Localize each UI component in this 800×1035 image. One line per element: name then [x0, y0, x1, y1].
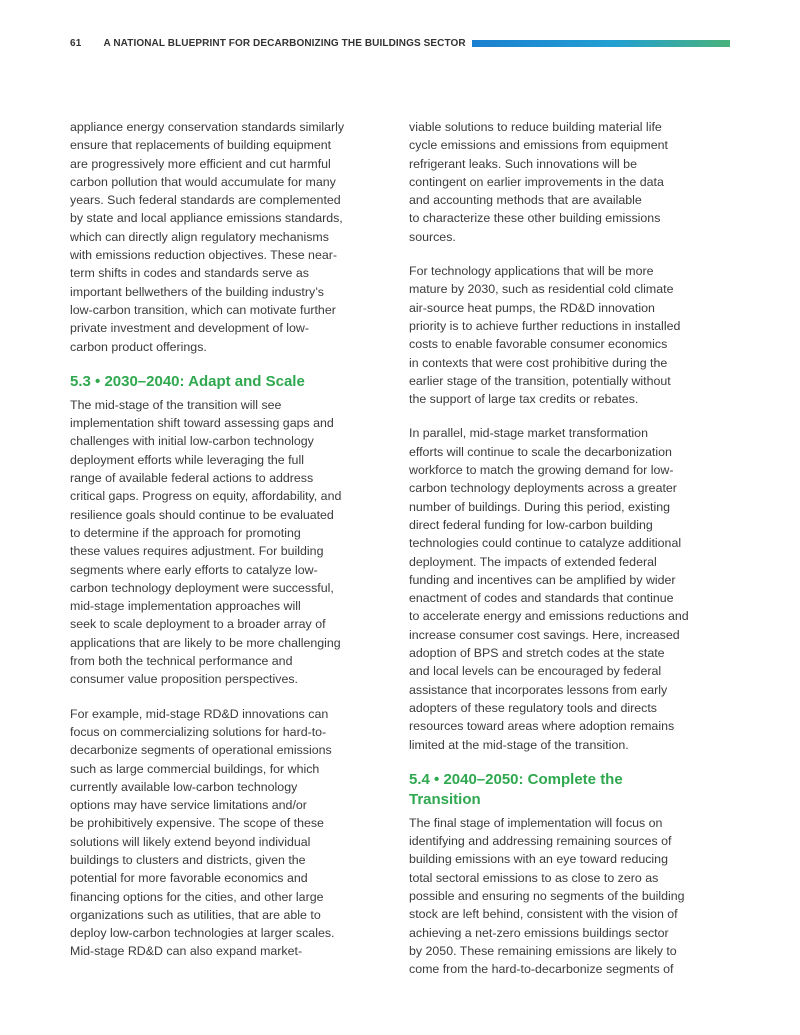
section-heading-5-3: [70, 372, 392, 392]
text-line: currently available low-carbon technology: [70, 779, 298, 794]
text-line: challenges with initial low-carbon technology: [70, 434, 314, 449]
text-line: financing options for the cities, and other large: [70, 889, 324, 904]
text-line: sources.: [409, 229, 456, 244]
paragraph-viable-solutions: [409, 118, 731, 246]
text-line: funding and incentives can be amplified by wider: [409, 572, 676, 587]
paragraph-technology-applications: [409, 262, 731, 408]
text-line: refrigerant leaks. Such innovations will be: [409, 156, 637, 171]
text-line: potential for more favorable economics and: [70, 871, 308, 886]
text-line: Transition: [409, 790, 481, 808]
text-line: priority is to achieve further reductions in installed: [409, 318, 681, 333]
text-line: with emissions reduction objectives. These near-: [70, 248, 337, 263]
text-line: from both the technical performance and: [70, 654, 293, 669]
text-line: which can directly align regulatory mechanisms: [70, 229, 329, 244]
text-line: appliance energy conservation standards similarly: [70, 120, 345, 134]
text-line: possible and ensuring no segments of the building: [409, 888, 685, 903]
text-line: mature by 2030, such as residential cold climate: [409, 282, 674, 297]
text-line: carbon technology deployments across a greater: [409, 481, 677, 496]
text-line: low-carbon transition, which can motivate further: [70, 302, 336, 317]
text-line: In parallel, mid-stage market transformation: [409, 426, 648, 441]
text-line: resilience goals should continue to be evaluated: [70, 507, 334, 522]
text-line: technologies could continue to catalyze additional: [409, 536, 682, 551]
text-line: contingent on earlier improvements in the data: [409, 174, 664, 189]
text-line: carbon pollution that would accumulate for many: [70, 174, 336, 189]
text-line: to determine if the approach for promoting: [70, 525, 301, 540]
text-line: mid-stage implementation approaches will: [70, 599, 301, 614]
text-line: direct federal funding for low-carbon building: [409, 517, 653, 532]
text-line: earlier stage of the transition, potentially without: [409, 373, 671, 388]
text-line: options may have service limitations and/or: [70, 798, 307, 813]
text-line: adoption of BPS and stretch codes at the state: [409, 646, 665, 661]
text-line: building emissions with an eye toward reducing: [409, 852, 668, 867]
page-number: 61: [70, 37, 82, 49]
text-line: are progressively more efficient and cut harmful: [70, 156, 331, 171]
text-line: the support of large tax credits or rebates.: [409, 392, 639, 407]
text-line: segments where early efforts to catalyze low-: [70, 562, 318, 577]
text-line: focus on commercializing solutions for hard-to-: [70, 724, 327, 739]
text-line: For technology applications that will be more: [409, 264, 654, 279]
text-line: resources toward areas where adoption remains: [409, 719, 675, 734]
section-heading-5-4: [409, 770, 731, 810]
text-line: by state and local appliance emissions standards,: [70, 211, 343, 226]
text-line: years. Such federal standards are complemented: [70, 193, 341, 208]
text-line: ensure that replacements of building equipment: [70, 138, 332, 153]
paragraph-standards: [70, 118, 392, 356]
text-line: Mid-stage RD&D can also expand market-: [70, 944, 303, 959]
text-line: range of available federal actions to address: [70, 471, 314, 486]
text-line: assistance that incorporates lessons from early: [409, 682, 668, 697]
text-line: critical gaps. Progress on equity, affordability, and: [70, 489, 342, 504]
text-line: deployment. The impacts of extended federal: [409, 554, 657, 569]
text-line: to characterize these other building emissions: [409, 211, 661, 226]
text-line: carbon technology deployment were successful,: [70, 580, 334, 595]
text-line: increase consumer cost savings. Here, increased: [409, 627, 680, 642]
text-line: achieving a net-zero emissions buildings sector: [409, 925, 669, 940]
text-line: solutions will likely extend beyond individual: [70, 834, 311, 849]
paragraph-rdd-example: [70, 705, 392, 961]
text-line: adopters of these regulatory tools and directs: [409, 700, 657, 715]
text-line: 5.4 • 2040–2050: Complete the: [409, 770, 623, 788]
text-line: enactment of codes and standards that continue: [409, 591, 674, 606]
text-line: The final stage of implementation will focus on: [409, 815, 663, 830]
text-line: costs to enable favorable consumer economics: [409, 337, 668, 352]
header-accent-bar: [472, 40, 730, 47]
text-line: come from the hard-to-decarbonize segments of: [409, 962, 674, 977]
right-column: [409, 118, 731, 994]
text-line: consumer value proposition perspectives.: [70, 672, 298, 687]
text-line: buildings to clusters and districts, given the: [70, 852, 306, 867]
text-line: efforts will continue to scale the decarbonization: [409, 444, 672, 459]
text-line: organizations such as utilities, that are able to: [70, 907, 321, 922]
text-line: and accounting methods that are available: [409, 193, 642, 208]
text-line: deploy low-carbon technologies at larger scales.: [70, 926, 335, 941]
text-line: number of buildings. During this period, existing: [409, 499, 671, 514]
text-line: in contexts that were cost prohibitive during the: [409, 355, 668, 370]
text-line: identifying and addressing remaining sources of: [409, 834, 672, 849]
text-line: For example, mid-stage RD&D innovations can: [70, 706, 329, 721]
text-line: implementation shift toward assessing gaps and: [70, 416, 334, 431]
text-line: limited at the mid-stage of the transition.: [409, 737, 629, 752]
text-line: The mid-stage of the transition will see: [70, 397, 282, 412]
text-line: decarbonize segments of operational emissions: [70, 743, 332, 758]
text-line: workforce to match the growing demand for low-: [409, 463, 674, 478]
page-header: [70, 37, 730, 49]
paragraph-mid-stage: [70, 396, 392, 689]
text-line: air-source heat pumps, the RD&D innovation: [409, 300, 655, 315]
text-line: carbon product offerings.: [70, 339, 207, 354]
text-line: applications that are likely to be more challenging: [70, 635, 341, 650]
text-line: these values requires adjustment. For building: [70, 544, 324, 559]
left-column: [70, 118, 392, 977]
text-line: by 2050. These remaining emissions are likely to: [409, 943, 677, 958]
text-line: 5.3 • 2030–2040: Adapt and Scale: [70, 372, 305, 390]
text-line: to accelerate energy and emissions reductions and: [409, 609, 689, 624]
paragraph-market-transformation: [409, 424, 731, 753]
text-line: and local levels can be encouraged by federal: [409, 664, 662, 679]
text-line: total sectoral emissions to as close to zero as: [409, 870, 659, 885]
text-line: be prohibitively expensive. The scope of these: [70, 816, 324, 831]
text-line: such as large commercial buildings, for which: [70, 761, 320, 776]
text-line: cycle emissions and emissions from equipment: [409, 138, 668, 153]
text-line: stock are left behind, consistent with the vision of: [409, 907, 678, 922]
text-line: private investment and development of low-: [70, 321, 309, 336]
text-line: viable solutions to reduce building material life: [409, 120, 662, 134]
document-title: A NATIONAL BLUEPRINT FOR DECARBONIZING THE BUILDINGS SECTOR: [103, 37, 466, 49]
text-line: important bellwethers of the building industry’s: [70, 284, 324, 299]
text-line: deployment efforts while leveraging the full: [70, 452, 304, 467]
paragraph-final-stage: [409, 814, 731, 979]
text-line: term shifts in codes and standards serve as: [70, 266, 309, 281]
text-line: seek to scale deployment to a broader array of: [70, 617, 326, 632]
